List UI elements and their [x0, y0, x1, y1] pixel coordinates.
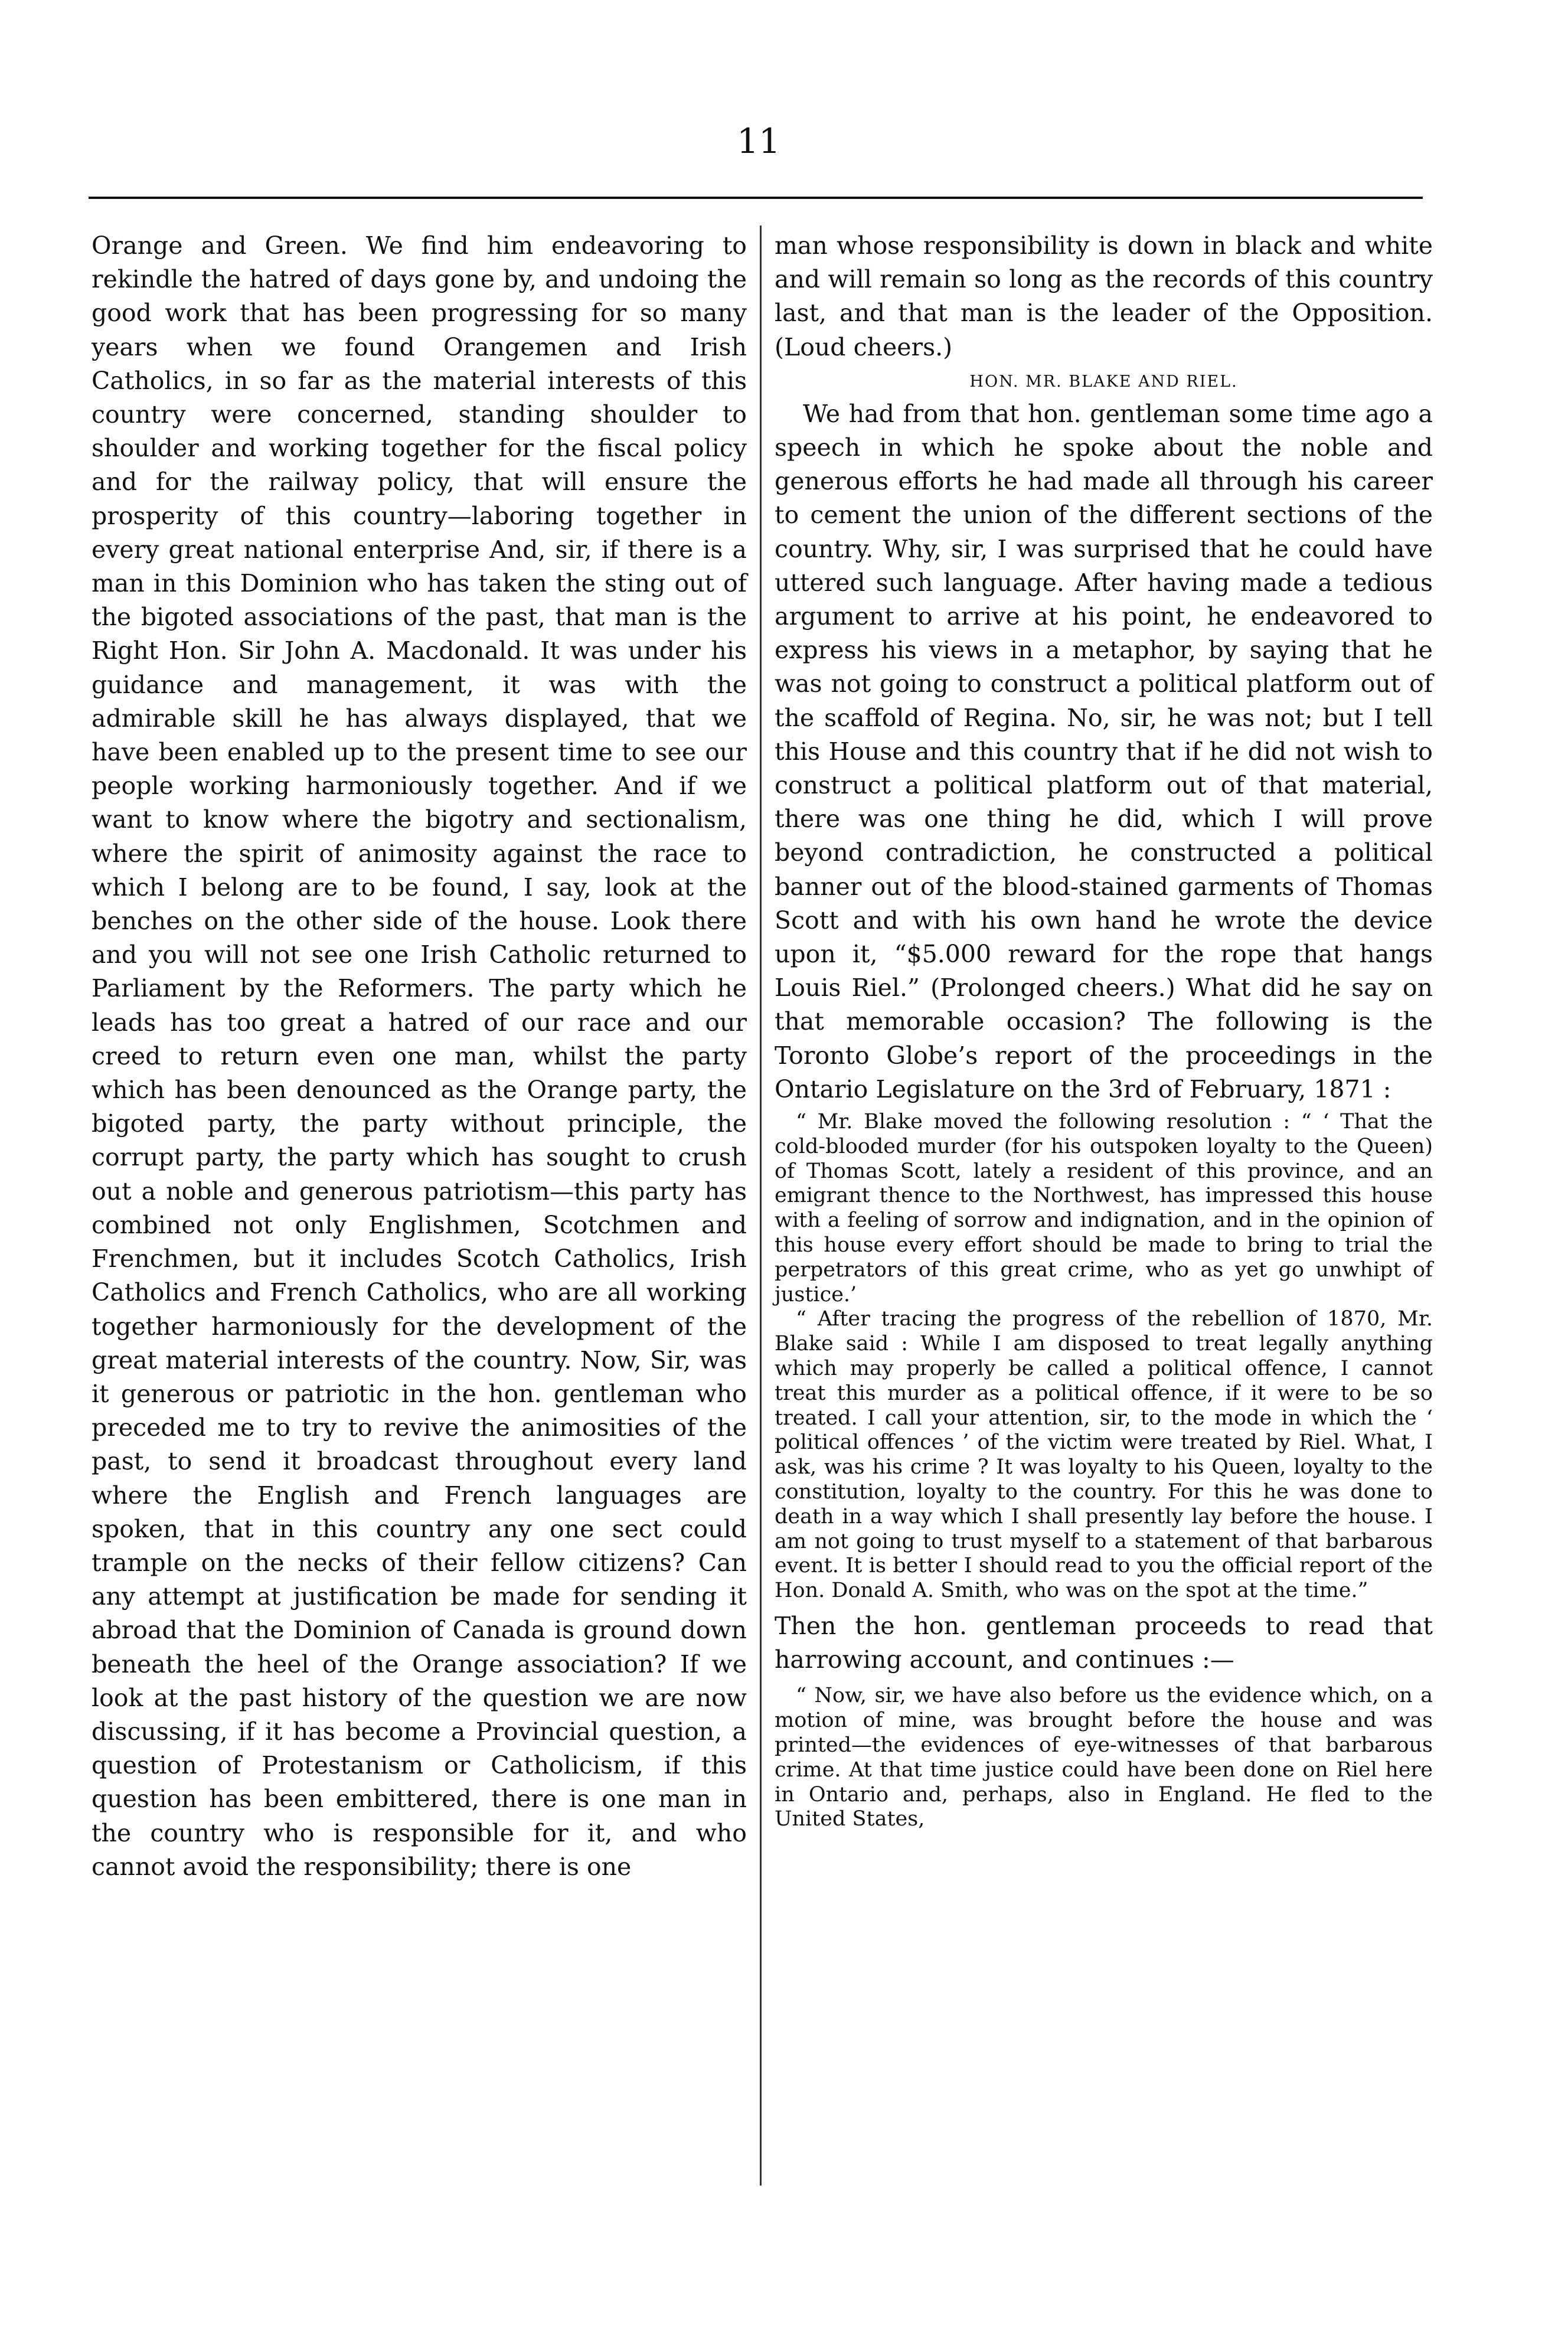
header-rule	[89, 197, 1423, 199]
quote-evidence: “ Now, sir, we have also before us the evidence which, on a motion of mine, was brought before the house and was printed—the evidences of eye-witnesses of that barbarous crime. At that time justice could have been done on Riel here in Ontario and, perhaps, also in England. He fled to the United States,	[775, 1684, 1433, 1831]
right-column-main-paragraph: We had from that hon. gentleman some time ago a speech in which he spoke about the noble and generous efforts he had made all through his career to cement the union of the different sections of the country. Why, sir, I was surprised that he could have uttered such language. After having made a tedious argument to arrive at his point, he endeavored to express his views in a metaphor, by saying that he was not going to construct a political platform out of the scaffold of Regina. No, sir, he was not; but I tell this House and this country that if he did not wish to construct a political platform out of that material, there was one thing he did, which I will prove beyond contradiction, he constructed a political banner out of the blood-stained garments of Thomas Scott and with his own hand he wrote the device upon it, “$5.000 reward for the rope that hangs Louis Riel.” (Prolonged cheers.) What did he say on that memorable occasion? The following is the Toronto Globe’s report of the proceedings in the Ontario Legislature on the 3rd of February, 1871 :	[775, 399, 1433, 1103]
quote-blake-speech: “ After tracing the progress of the rebellion of 1870, Mr. Blake said : While I am disposed to treat legally anything which may properly be called a political offence, I cannot treat this murder as a political offence, if it were to be so treated. I call your attention, sir, to the mode in which the ‘ political offences ’ of the victim were treated by Riel. What, I ask, was his crime ? It was loyalty to his Queen, loyalty to the constitution, loyalty to the country. For this he was done to death in a way which I shall presently lay before the house. I am not going to trust myself to a statement of that barbarous event. It is better I should read to you the official report of the Hon. Donald A. Smith, who was on the spot at the time.”	[775, 1307, 1433, 1603]
section-subhead: HON. MR. BLAKE AND RIEL.	[969, 372, 1238, 391]
transition-paragraph: Then the hon. gentleman proceeds to read that harrowing account, and continues :—	[775, 1612, 1433, 1674]
column-divider	[760, 226, 762, 2186]
quote-resolution: “ Mr. Blake moved the following resolution : “ ‘ That the cold-blooded murder (for his outspoken loyalty to the Queen) of Thomas Scott, lately a resident of this province, and an emigrant thence to the Northwest, has impressed this house with a feeling of sorrow and indignation, and in the opinion of this house every effort should be made to bring to trial the perpetrators of this great crime, who as yet go unwhipt of justice.’	[775, 1110, 1433, 1307]
left-column-text: Orange and Green. We find him endeavoring to rekindle the hatred of days gone by, and undoing the good work that has been progressing for so many years when we found Orangemen and Irish Catholics, in so far as the material interests of this country were concerned, standing shoulder to shoulder and working together for the fiscal policy and for the railway policy, that will ensure the prosperity of this country—laboring together in every great national enterprise And, sir, if there is a man in this Dominion who has taken the sting out of the bigoted associations of the past, that man is the Right Hon. Sir John A. Macdonald. It was under his guidance and management, it was with the admirable skill he has always displayed, that we have been enabled up to the present time to see our people working harmoniously together. And if we want to know where the bigotry and sectionalism, where the spirit of animosity against the race to which I belong are to be found, I say, look at the benches on the other side of the house. Look there and you will not see one Irish Catholic returned to Parliament by the Reformers. The party which he leads has too great a hatred of our race and our creed to return even one man, whilst the party which has been denounced as the Orange party, the bigoted party, the party without principle, the corrupt party, the party which has sought to crush out a noble and generous patriotism—this party has combined not only Englishmen, Scotchmen and Frenchmen, but it includes Scotch Catholics, Irish Catholics and French Catholics, who are all working together harmoniously for the development of the great material interests of the country. Now, Sir, was it generous or patriotic in the hon. gentleman who preceded me to try to revive the animosities of the past, to send it broadcast throughout every land where the English and French languages are spoken, that in this country any one sect could trample on the necks of their fellow citizens? Can any attempt at justification be made for sending it abroad that the Dominion of Canada is ground down beneath the heel of the Orange association? If we look at the past history of the question we are now discussing, if it has become a Provincial question, a question of Protestanism or Catholicism, if this question has been embittered, there is one man in the country who is responsible for it, and who cannot avoid the responsibility; there is one	[92, 231, 747, 1881]
left-column	[92, 229, 747, 1884]
right-column	[775, 229, 1433, 1832]
page-number: 11	[737, 121, 780, 161]
right-column-opening-text: man whose responsibility is down in black and white and will remain so long as the records of this country last, and that man is the leader of the Opposition. (Loud cheers.)	[775, 231, 1433, 361]
